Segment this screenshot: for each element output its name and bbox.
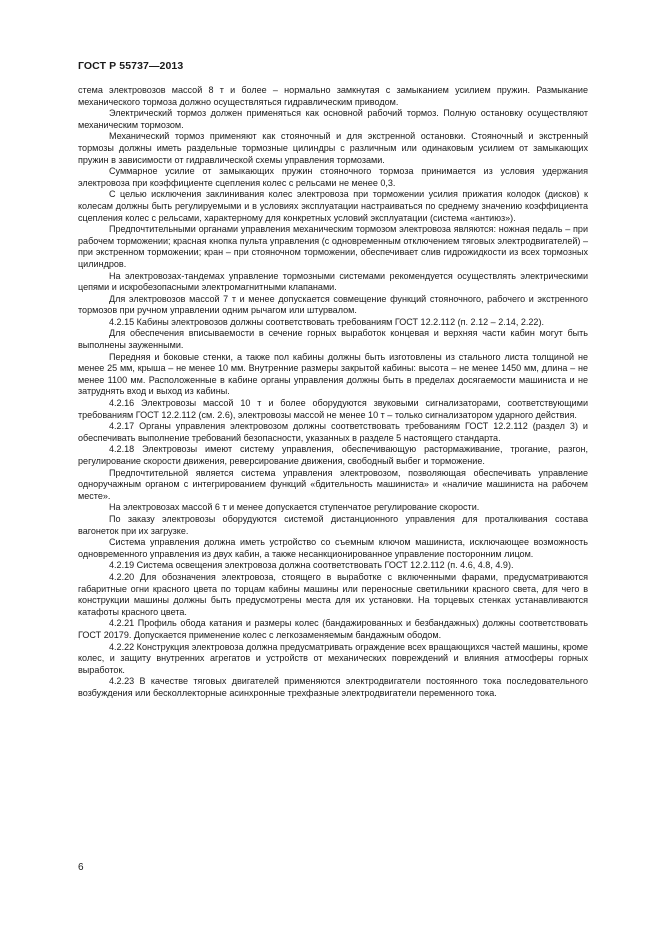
paragraph: Передняя и боковые стенки, а также пол кабины должны быть изготовлены из стального листа толщиной не менее 25 мм, крыша – не менее 10 мм. Внутренние размеры закрытой кабины: высота – не менее 1450 мм, длина – не менее 1100 мм. Расположенные в кабине органы управления должны быть в пределах досягаемости машиниста и не затруднять вход и выход из кабины. (78, 351, 588, 397)
paragraph: С целью исключения заклинивания колес электровоза при торможении усилия прижатия колодок (дисков) к колесам должны быть регулируемыми и в условиях эксплуатации настраиваться по среднему значению коэффициента сцепления колес с рельсами, характерному для конкретных условий эксплуатации (система «антиюз»). (78, 189, 588, 223)
clause-4-2-22: 4.2.22 Конструкция электровоза должна предусматривать ограждение всех вращающихся частей машины, кроме колес, и защиту внутренних агрегатов и устройств от механических повреждений и влияния атмосферы горных выработок. (78, 641, 588, 675)
clause-4-2-15: 4.2.15 Кабины электровозов должны соответствовать требованиям ГОСТ 12.2.112 (п. 2.12 – 2.14, 2.22). (109, 316, 544, 327)
clause-4-2-20: 4.2.20 Для обозначения электровоза, стоящего в выработке с включенными фарами, предусматриваются габаритные огни красного цвета по торцам кабины машины или переносные светильники красного света, для чего в конструкции машины должны быть предусмотрены места для их установки. На торцевых стенках устанавливаются катафоты красного цвета. (78, 571, 588, 617)
paragraph: Система управления должна иметь устройство со съемным ключом машиниста, исключающее возможность одновременного управления из двух кабин, а также несанкционированное управление посторонним лицом. (78, 537, 588, 559)
paragraph: Предпочтительной является система управления электровозом, позволяющая обеспечивать управление одноручажным органом с интегрированием функций «бдительность машиниста» и «наличие машиниста на рабочем месте». (78, 467, 588, 501)
paragraph: Предпочтительными органами управления механическим тормозом электровоза являются: ножная педаль – при рабочем торможении; красная кнопка пульта управления (с одновременным отключением тяговых электродвигателей) – при экстренном торможении; кран – при стояночном торможении, обеспечивает слив гидрожидкости из всех тормозных цилиндров. (78, 224, 588, 269)
clause-4-2-21: 4.2.21 Профиль обода катания и размеры колес (бандажированных и безбандажных) должны соответствовать ГОСТ 20179. Допускается применение колес с легкозаменяемым бандажным ободом. (78, 618, 588, 640)
clause-4-2-19: 4.2.19 Система освещения электровоза должна соответствовать ГОСТ 12.2.112 (п. 4.6, 4.8, 4.9). (109, 560, 514, 571)
paragraph: На электровозах-тандемах управление тормозными системами рекомендуется осуществлять электрическими цепями и искробезопасными электромагнитными клапанами. (78, 270, 588, 293)
clause-4-2-23: 4.2.23 В качестве тяговых двигателей применяются электродвигатели постоянного тока последовательного возбуждения или бесколлекторные асинхронные трехфазные электродвигатели переменного тока. (78, 676, 588, 698)
paragraph: Для электровозов массой 7 т и менее допускается совмещение функций стояночного, рабочего и экстренного тормозов при ручном управлении одним рычагом или штурвалом. (78, 293, 588, 316)
standard-header: ГОСТ Р 55737—2013 (78, 60, 184, 72)
paragraph: По заказу электровозы оборудуются системой дистанционного управления для проталкивания состава вагонеток при их загрузке. (78, 513, 588, 536)
paragraph: Механический тормоз применяют как стояночный и для экстренной остановки. Стояночный и экстренный тормозы должны иметь раздельные тормозные цилиндры с различным или одинаковым усилием от замыкающих пружин в зависимости от гидравлической схемы управления тормозами. (78, 131, 588, 165)
paragraph: На электровозах массой 6 т и менее допускается ступенчатое регулирование скорости. (109, 502, 480, 513)
clause-4-2-17: 4.2.17 Органы управления электровозом должны соответствовать требованиям ГОСТ 12.2.112 (раздел 3) и обеспечивать выполнение требований безопасности, указанных в разделе 5 настоящего стандарта. (78, 421, 588, 443)
paragraph: Для обеспечения вписываемости в сечение горных выработок концевая и верхняя части кабин могут быть выполнены зауженными. (78, 328, 588, 351)
page-number: 6 (78, 862, 84, 873)
paragraph: Суммарное усилие от замыкающих пружин стояночного тормоза принимается из условия удержания электровоза при коэффициенте сцепления колес с рельсами не менее 0,3. (78, 166, 588, 188)
body-text (78, 85, 588, 699)
paragraph: стема электровозов массой 8 т и более – нормально замкнутая с замыканием усилием пружин. Размыкание механического тормоза должно осуществляться гидравлическим приводом. (78, 85, 588, 107)
clause-4-2-16: 4.2.16 Электровозы массой 10 т и более оборудуются звуковыми сигнализаторами, соответствующими требованиям ГОСТ 12.2.112 (см. 2.6), электровозы массой не менее 10 т – только сигнализатором ударного действия. (78, 398, 588, 420)
clause-4-2-18: 4.2.18 Электровозы имеют систему управления, обеспечивающую растормаживание, трогание, разгон, регулирование скорости движения, реверсирование движения, свободный выбег и торможение. (78, 444, 588, 466)
paragraph: Электрический тормоз должен применяться как основной рабочий тормоз. Полную остановку осуществляют механическим тормозом. (78, 108, 588, 130)
